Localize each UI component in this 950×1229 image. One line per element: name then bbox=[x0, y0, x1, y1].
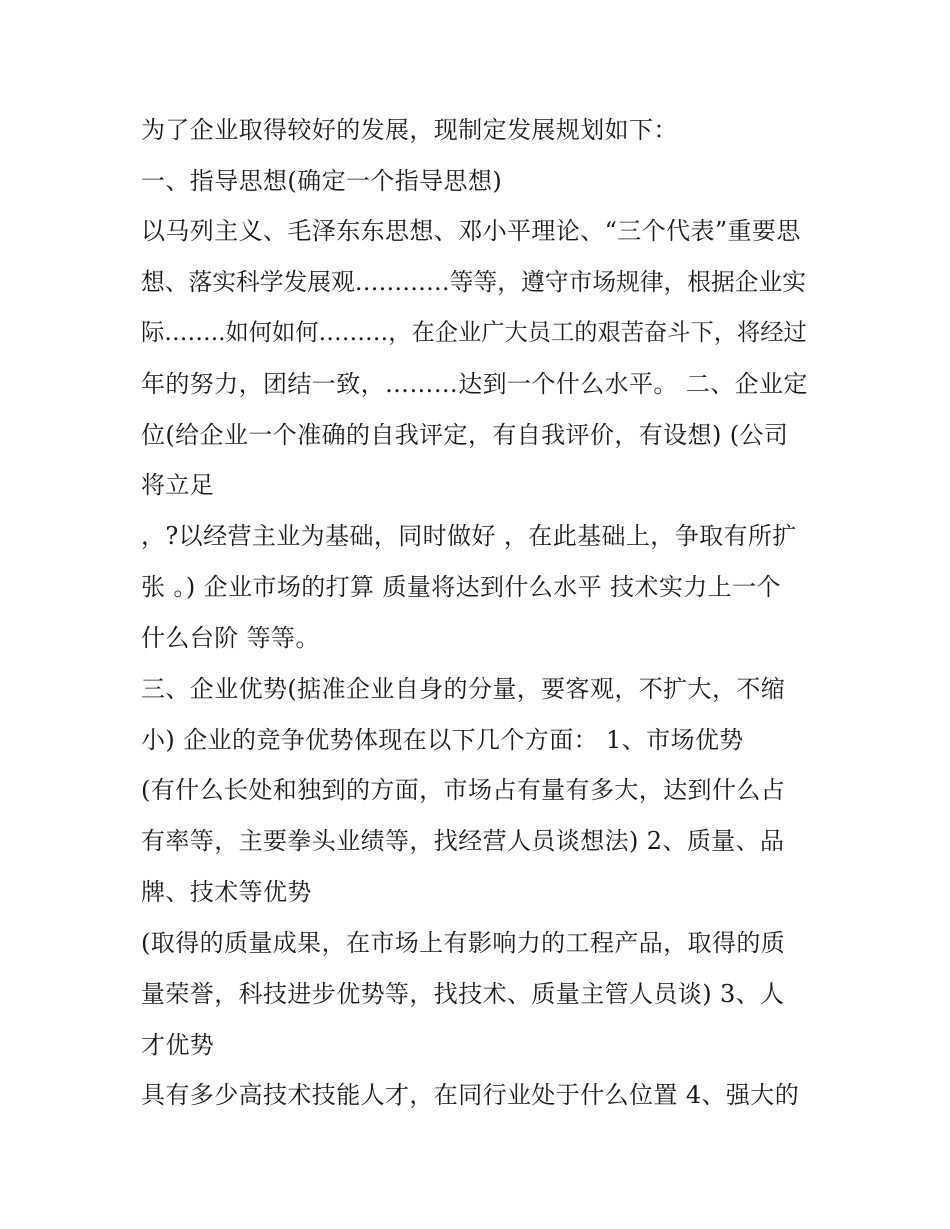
text-line: 才优势 bbox=[141, 1031, 215, 1059]
text-line: ，?以经营主业为基础，同时做好 ，在此基础上，争取有所扩 bbox=[141, 522, 797, 550]
text-line: 想、落实科学发展观…………等等，遵守市场规律，根据企业实 bbox=[141, 268, 807, 296]
section-heading: 三、企业优势(掂准企业自身的分量，要客观，不扩大，不缩 bbox=[141, 675, 786, 703]
text-line: 有率等，主要拳头业绩等，找经营人员谈想法) 2、质量、品 bbox=[141, 827, 785, 855]
text-line: (取得的质量成果，在市场上有影响力的工程产品，取得的质 bbox=[141, 929, 786, 957]
text-line: (有什么长处和独到的方面，市场占有量有多大，达到什么占 bbox=[141, 776, 786, 804]
section-heading: 一、指导思想(确定一个指导思想) bbox=[141, 167, 503, 195]
text-line: 张 。) 企业市场的打算 质量将达到什么水平 技术实力上一个 bbox=[141, 573, 781, 601]
text-line: 际……..如何如何………，在企业广大员工的艰苦奋斗下，将经过 bbox=[141, 319, 807, 346]
text-line: 小) 企业的竞争优势体现在以下几个方面： 1、市场优势 bbox=[141, 726, 744, 754]
text-line: 具有多少高技术技能人才，在同行业处于什么位置 4、强大的 bbox=[141, 1081, 800, 1109]
text-line: 以马列主义、毛泽东东思想、邓小平理论、“三个代表”重要思 bbox=[141, 217, 801, 245]
text-line: 什么台阶 等等。 bbox=[141, 624, 320, 652]
text-line: 位(给企业一个准确的自我评定，有自我评价，有设想) (公司 bbox=[141, 421, 789, 449]
text-line: 量荣誉，科技进步优势等，找技术、质量主管人员谈) 3、人 bbox=[141, 980, 785, 1008]
text-line: 为了企业取得较好的发展，现制定发展规划如下： bbox=[141, 116, 678, 144]
text-line: 将立足 bbox=[141, 471, 215, 499]
text-line: 牌、技术等优势 bbox=[141, 878, 312, 906]
text-line: 年的努力，团结一致，………达到一个什么水平。 二、企业定 bbox=[141, 370, 808, 398]
